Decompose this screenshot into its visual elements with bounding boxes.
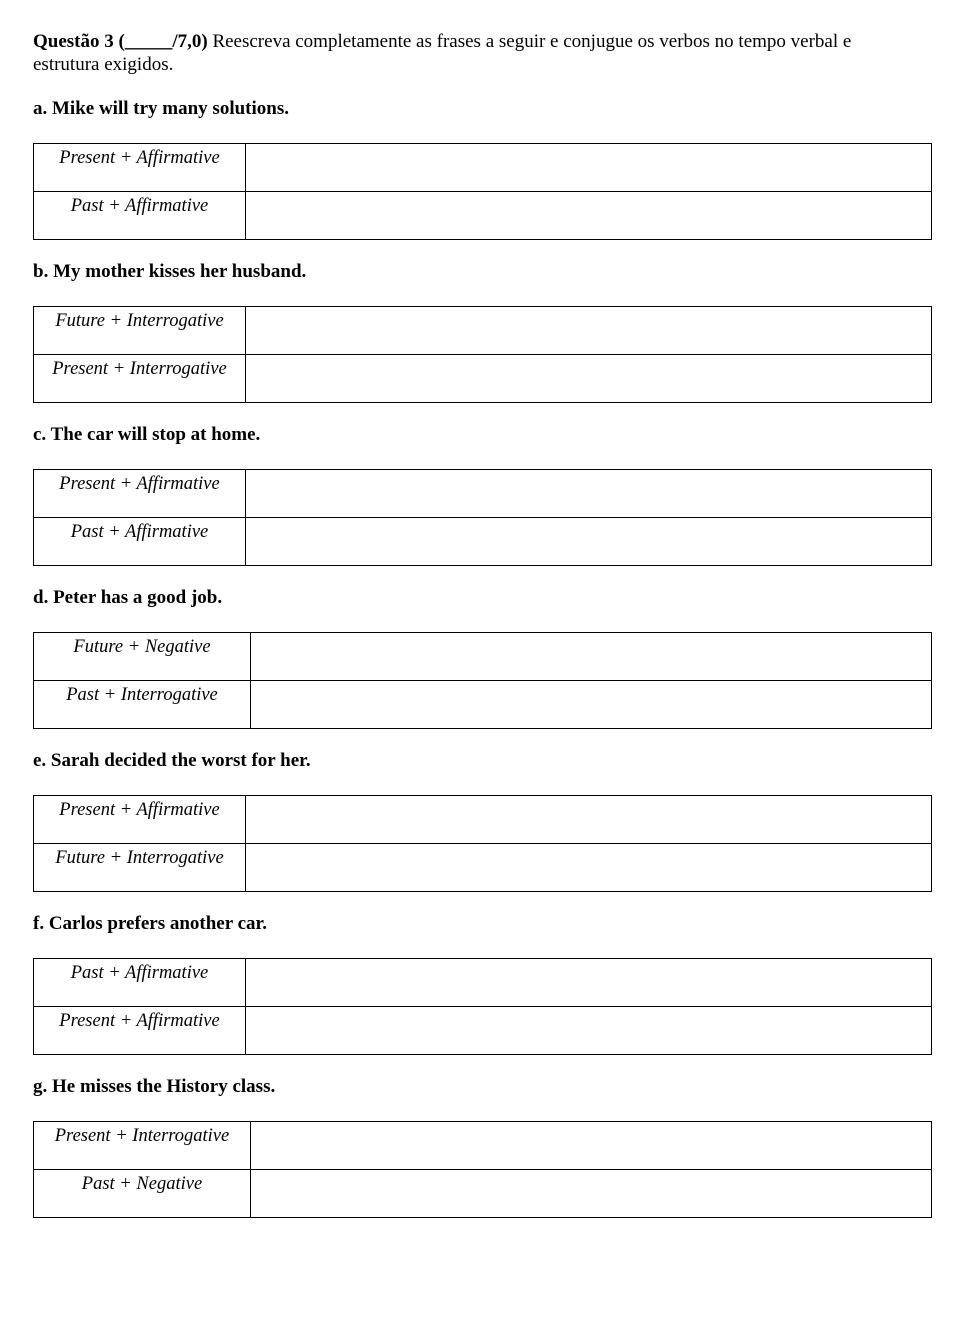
item-g xyxy=(33,1075,932,1194)
item-c xyxy=(33,423,932,542)
instruction-text-cont: estrutura exigidos. xyxy=(33,54,174,75)
table-row xyxy=(34,355,932,403)
tense-label: Past + Negative xyxy=(34,1170,251,1218)
table-row xyxy=(34,192,932,240)
table-row xyxy=(34,1007,932,1055)
conjugation-table xyxy=(33,1121,932,1218)
item-title: a. Mike will try many solutions. xyxy=(33,98,289,119)
item-title: d. Peter has a good job. xyxy=(33,587,223,608)
tense-label: Future + Negative xyxy=(34,633,251,681)
answer-cell[interactable] xyxy=(246,192,932,240)
item-f xyxy=(33,912,932,1031)
conjugation-table xyxy=(33,795,932,892)
tense-label: Past + Affirmative xyxy=(34,192,246,240)
question-header xyxy=(33,30,923,76)
answer-cell[interactable] xyxy=(246,307,932,355)
tense-label: Present + Affirmative xyxy=(34,470,246,518)
conjugation-table xyxy=(33,632,932,729)
tense-label: Past + Affirmative xyxy=(34,518,246,566)
answer-cell[interactable] xyxy=(251,1170,932,1218)
answer-cell[interactable] xyxy=(251,1122,932,1170)
tense-label: Present + Interrogative xyxy=(34,1122,251,1170)
table-row xyxy=(34,518,932,566)
item-a xyxy=(33,97,932,216)
table-row xyxy=(34,1122,932,1170)
tense-label: Present + Affirmative xyxy=(34,144,246,192)
answer-cell[interactable] xyxy=(246,796,932,844)
answer-cell[interactable] xyxy=(246,844,932,892)
table-row xyxy=(34,470,932,518)
item-title: b. My mother kisses her husband. xyxy=(33,261,307,282)
answer-cell[interactable] xyxy=(246,144,932,192)
item-d xyxy=(33,586,932,705)
tense-label: Present + Interrogative xyxy=(34,355,246,403)
answer-cell[interactable] xyxy=(251,633,932,681)
tense-label: Present + Affirmative xyxy=(34,1007,246,1055)
tense-label: Future + Interrogative xyxy=(34,844,246,892)
answer-cell[interactable] xyxy=(251,681,932,729)
answer-cell[interactable] xyxy=(246,355,932,403)
answer-cell[interactable] xyxy=(246,959,932,1007)
item-title: g. He misses the History class. xyxy=(33,1076,276,1097)
conjugation-table xyxy=(33,469,932,566)
answer-cell[interactable] xyxy=(246,518,932,566)
conjugation-table xyxy=(33,143,932,240)
question-label: Questão 3 (_____/7,0) xyxy=(33,31,208,52)
table-row xyxy=(34,633,932,681)
tense-label: Past + Affirmative xyxy=(34,959,246,1007)
answer-cell[interactable] xyxy=(246,1007,932,1055)
conjugation-table xyxy=(33,306,932,403)
table-row xyxy=(34,1170,932,1218)
tense-label: Past + Interrogative xyxy=(34,681,251,729)
table-row xyxy=(34,681,932,729)
item-title: c. The car will stop at home. xyxy=(33,424,261,445)
instruction-text: Reescreva completamente as frases a seguir e conjugue os verbos no tempo verbal e xyxy=(207,31,852,52)
item-b xyxy=(33,260,932,379)
table-row xyxy=(34,144,932,192)
table-row xyxy=(34,796,932,844)
table-row xyxy=(34,307,932,355)
item-title: f. Carlos prefers another car. xyxy=(33,913,267,934)
table-row xyxy=(34,844,932,892)
tense-label: Present + Affirmative xyxy=(34,796,246,844)
item-title: e. Sarah decided the worst for her. xyxy=(33,750,311,771)
item-e xyxy=(33,749,932,868)
table-row xyxy=(34,959,932,1007)
answer-cell[interactable] xyxy=(246,470,932,518)
conjugation-table xyxy=(33,958,932,1055)
tense-label: Future + Interrogative xyxy=(34,307,246,355)
